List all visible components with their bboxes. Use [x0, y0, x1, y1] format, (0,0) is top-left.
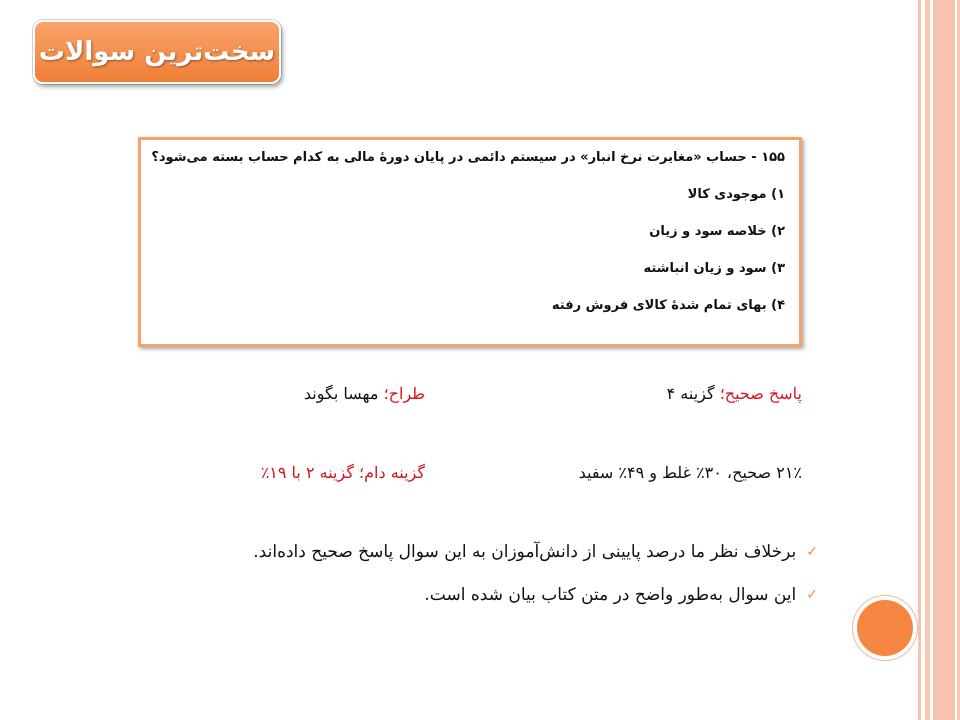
title-banner: [33, 20, 281, 84]
trap-option-value: گزینه ۲ با ۱۹٪: [260, 463, 354, 482]
option-2: ۲) خلاصه سود و زیان: [649, 224, 785, 239]
question-text: ۱۵۵ - حساب «مغایرت نرخ انبار» در سیستم دائمی در پایان دورهٔ مالی به کدام حساب بسته می‌شود؟: [151, 150, 785, 165]
check-icon: ✓: [806, 544, 818, 560]
decor-circle: [857, 600, 913, 656]
question-box: [138, 137, 802, 347]
answer-stats: ۲۱٪ صحیح، ۳۰٪ غلط و ۴۹٪ سفید: [578, 463, 802, 482]
correct-answer-value: گزینه ۴: [666, 384, 715, 403]
correct-answer: [667, 384, 802, 403]
decor-stripe: [925, 0, 930, 720]
designer: [304, 384, 425, 403]
bullet-item: [253, 542, 818, 562]
trap-option: [261, 463, 425, 482]
designer-label: طراح؛: [383, 384, 425, 403]
option-4: ۴) بهای تمام شدهٔ کالای فروش رفته: [551, 298, 785, 313]
trap-option-label: گزینه دام؛: [359, 463, 425, 482]
decor-stripe: [918, 0, 921, 720]
bullet-text: این سوال به‌طور واضح در متن کتاب بیان شده است.: [424, 585, 797, 605]
correct-answer-label: پاسخ صحیح؛: [719, 384, 802, 403]
bullet-text: برخلاف نظر ما درصد پایینی از دانش‌آموزان به این سوال پاسخ صحیح داده‌اند.: [253, 542, 797, 562]
slide-title: سخت‌ترین سوالات: [38, 37, 276, 67]
option-3: ۳) سود و زیان انباشته: [643, 261, 785, 276]
option-1: ۱) موجودی کالا: [687, 187, 785, 202]
bullet-item: [424, 585, 818, 605]
decor-stripe: [933, 0, 955, 720]
designer-value: مهسا بگوند: [303, 384, 379, 403]
check-icon: ✓: [806, 587, 818, 603]
